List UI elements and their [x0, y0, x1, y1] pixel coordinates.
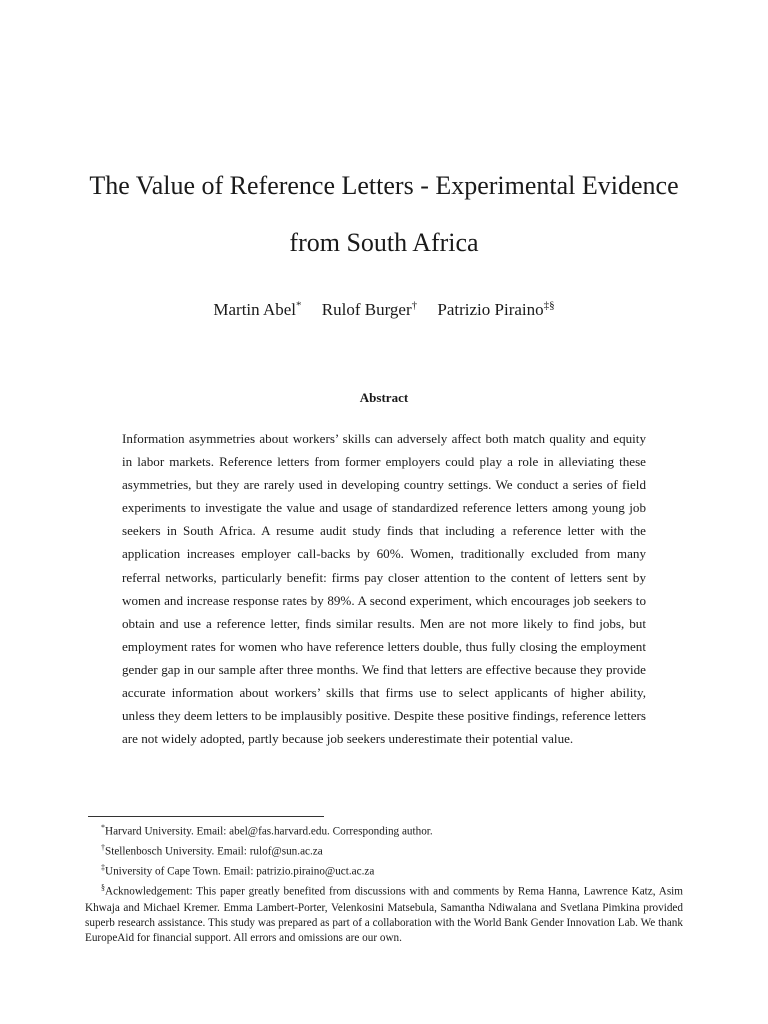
- title-line-2: from South Africa: [289, 228, 479, 257]
- footnote-mark: §: [101, 883, 105, 893]
- abstract-text: Information asymmetries about workers’ skills can adversely affect both match quality and equity in labor markets. Reference letters from former employers could play a role in alleviating these asymmetries, but they are rarely used in developing country settings. We conduct a series of field experiments to investigate the value and usage of standardized reference letters among young job seekers in South Africa. A resume audit study finds that including a reference letter with the application increases employer call-backs by 60%. Women, traditionally excluded from many referral networks, particularly benefit: firms pay closer attention to the content of letters sent by women and increase response rates by 89%. A second experiment, which encourages job seekers to obtain and use a reference letter, finds similar results. Men are not more likely to find jobs, but employment rates for women who have reference letters double, thus fully closing the employment gender gap in our sample after three months. We find that letters are effective because they provide accurate information about workers’ skills that firms use to select applicants of higher ability, unless they deem letters to be implausibly positive. Despite these positive findings, reference letters are not widely adopted, partly because job seekers underestimate their potential value.: [122, 431, 646, 747]
- footnote-mark: *: [101, 823, 105, 832]
- author-3: [437, 300, 554, 319]
- author-list: [60, 293, 708, 322]
- footnote-mark: †: [101, 843, 105, 853]
- author-name: Rulof Burger: [321, 299, 412, 319]
- author-2: [322, 300, 417, 319]
- author-mark: *: [296, 299, 302, 311]
- footnote-text: University of Cape Town. Email: patrizio.piraino@uct.ac.za: [105, 866, 375, 879]
- abstract-heading: Abstract: [359, 390, 409, 405]
- footnotes: [85, 820, 683, 947]
- footnote-4: [85, 880, 683, 946]
- title-line-1: The Value of Reference Letters - Experimental Evidence: [89, 171, 679, 200]
- paper-title: [60, 157, 708, 271]
- author-name: Martin Abel: [213, 299, 297, 319]
- footnote-1: [85, 820, 683, 840]
- author-mark: ‡§: [543, 299, 555, 311]
- author-mark: †: [411, 299, 418, 311]
- footnote-2: [85, 840, 683, 860]
- author-1: [213, 300, 301, 319]
- footnote-text: Stellenbosch University. Email: rulof@sun.ac.za: [105, 845, 323, 858]
- author-name: Patrizio Piraino: [437, 299, 544, 319]
- footnote-divider: [88, 816, 324, 817]
- footnote-3: [85, 860, 683, 880]
- footnote-mark: ‡: [101, 863, 105, 873]
- footnote-text: Harvard University. Email: abel@fas.harvard.edu. Corresponding author.: [105, 825, 433, 838]
- footnote-text: Acknowledgement: This paper greatly benefited from discussions with and comments by Rema Hanna, Lawrence Katz, Asim Khwaja and Michael Kremer. Emma Lambert-Porter, Velenkosini Matsebula, Samantha Ndiwalana and Svetlana Pimkina provided superb research assistance. This study was prepared as part of a collaboration with the World Bank Gender Innovation Lab. We thank EuropeAid for financial support. All errors and omissions are our own.: [85, 886, 683, 945]
